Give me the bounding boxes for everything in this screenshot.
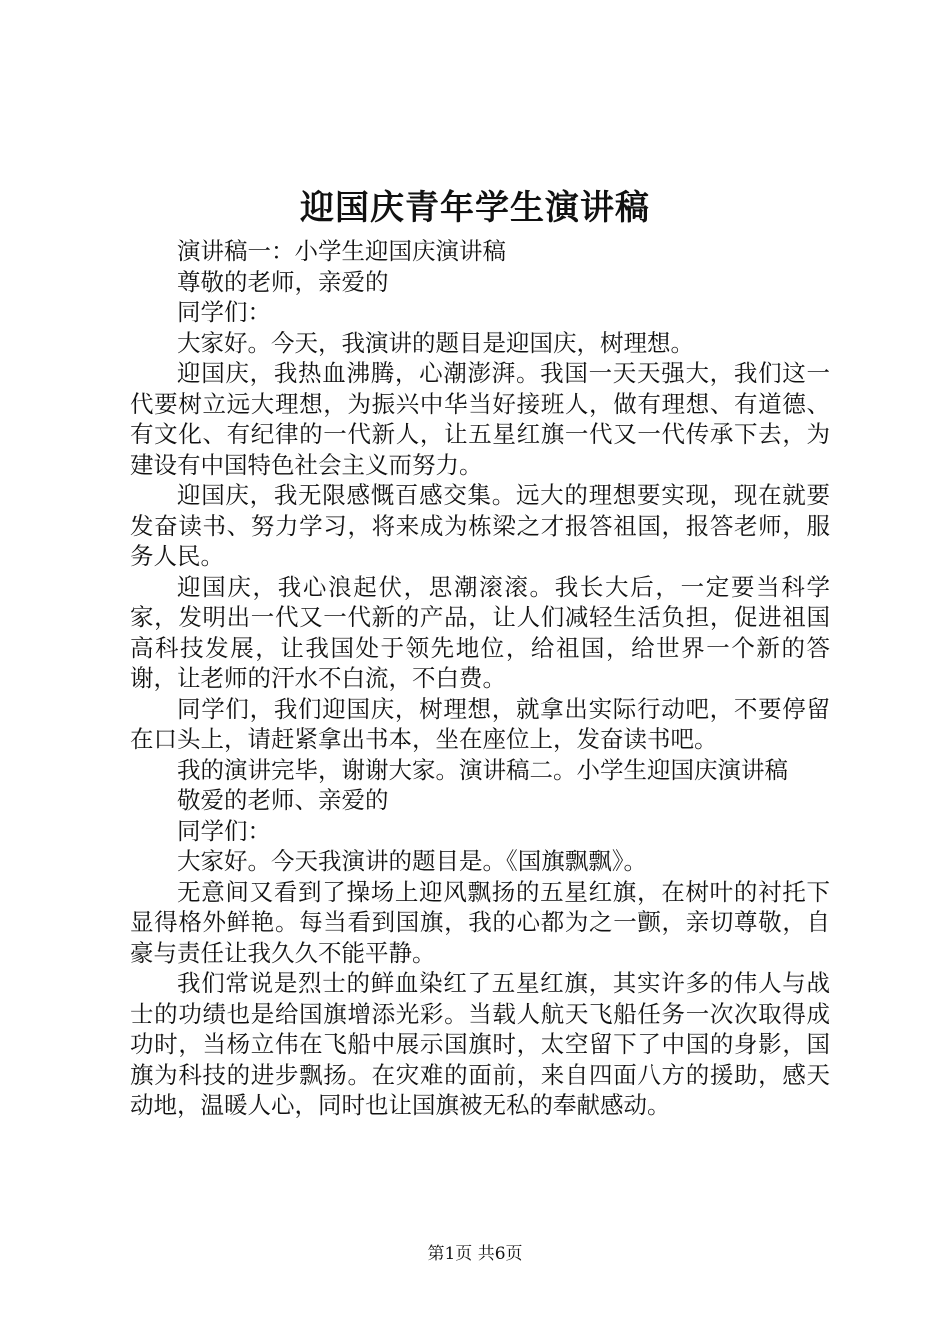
paragraph: 我的演讲完毕，谢谢大家。演讲稿二。小学生迎国庆演讲稿 [177, 755, 788, 784]
paragraph: 演讲稿一：小学生迎国庆演讲稿 [177, 237, 506, 265]
paragraph: 同学们： [177, 298, 271, 326]
paragraph: 敬爱的老师、亲爱的 [177, 786, 389, 814]
paragraph: 同学们： [177, 816, 271, 845]
paragraph: 大家好。今天，我演讲的题目是迎国庆，树理想。 [177, 328, 694, 357]
document-body [130, 236, 830, 1121]
paragraph: 同学们，我们迎国庆，树理想，就拿出实际行动吧，不要停留在口头上，请赶紧拿出书本，坐在座位上，发奋读书吧。 [130, 694, 830, 753]
page-number-footer: 第1页 共6页 [427, 1244, 523, 1264]
document-title: 迎国庆青年学生演讲稿 [300, 188, 650, 228]
paragraph: 迎国庆，我心浪起伏，思潮滚滚。我长大后，一定要当科学家，发明出一代又一代新的产品，让人们减轻生活负担，促进祖国高科技发展，让我国处于领先地位，给祖国，给世界一个新的答谢，让老师的汗水不白流，不白费。 [130, 572, 830, 692]
paragraph: 无意间又看到了操场上迎风飘扬的五星红旗，在树叶的衬托下显得格外鲜艳。每当看到国旗，我的心都为之一颤，亲切尊敬，自豪与责任让我久久不能平静。 [130, 877, 830, 967]
paragraph: 迎国庆，我热血沸腾，心潮澎湃。我国一天天强大，我们这一代要树立远大理想，为振兴中华当好接班人，做有理想、有道德、有文化、有纪律的一代新人，让五星红旗一代又一代传承下去，为建设有中国特色社会主义而努力。 [130, 359, 830, 479]
paragraph: 尊敬的老师，亲爱的 [177, 267, 389, 296]
paragraph: 大家好。今天我演讲的题目是。《国旗飘飘》。 [177, 847, 647, 875]
paragraph: 我们常说是烈士的鲜血染红了五星红旗，其实许多的伟人与战士的功绩也是给国旗增添光彩。当载人航天飞船任务一次次取得成功时，当杨立伟在飞船中展示国旗时，太空留下了中国的身影，国旗为科技的进步飘扬。在灾难的面前，来自四面八方的援助，感天动地，温暖人心，同时也让国旗被无私的奉献感动。 [130, 969, 830, 1119]
paragraph: 迎国庆，我无限感慨百感交集。远大的理想要实现，现在就要发奋读书、努力学习，将来成为栋梁之才报答祖国，报答老师，服务人民。 [130, 481, 830, 570]
